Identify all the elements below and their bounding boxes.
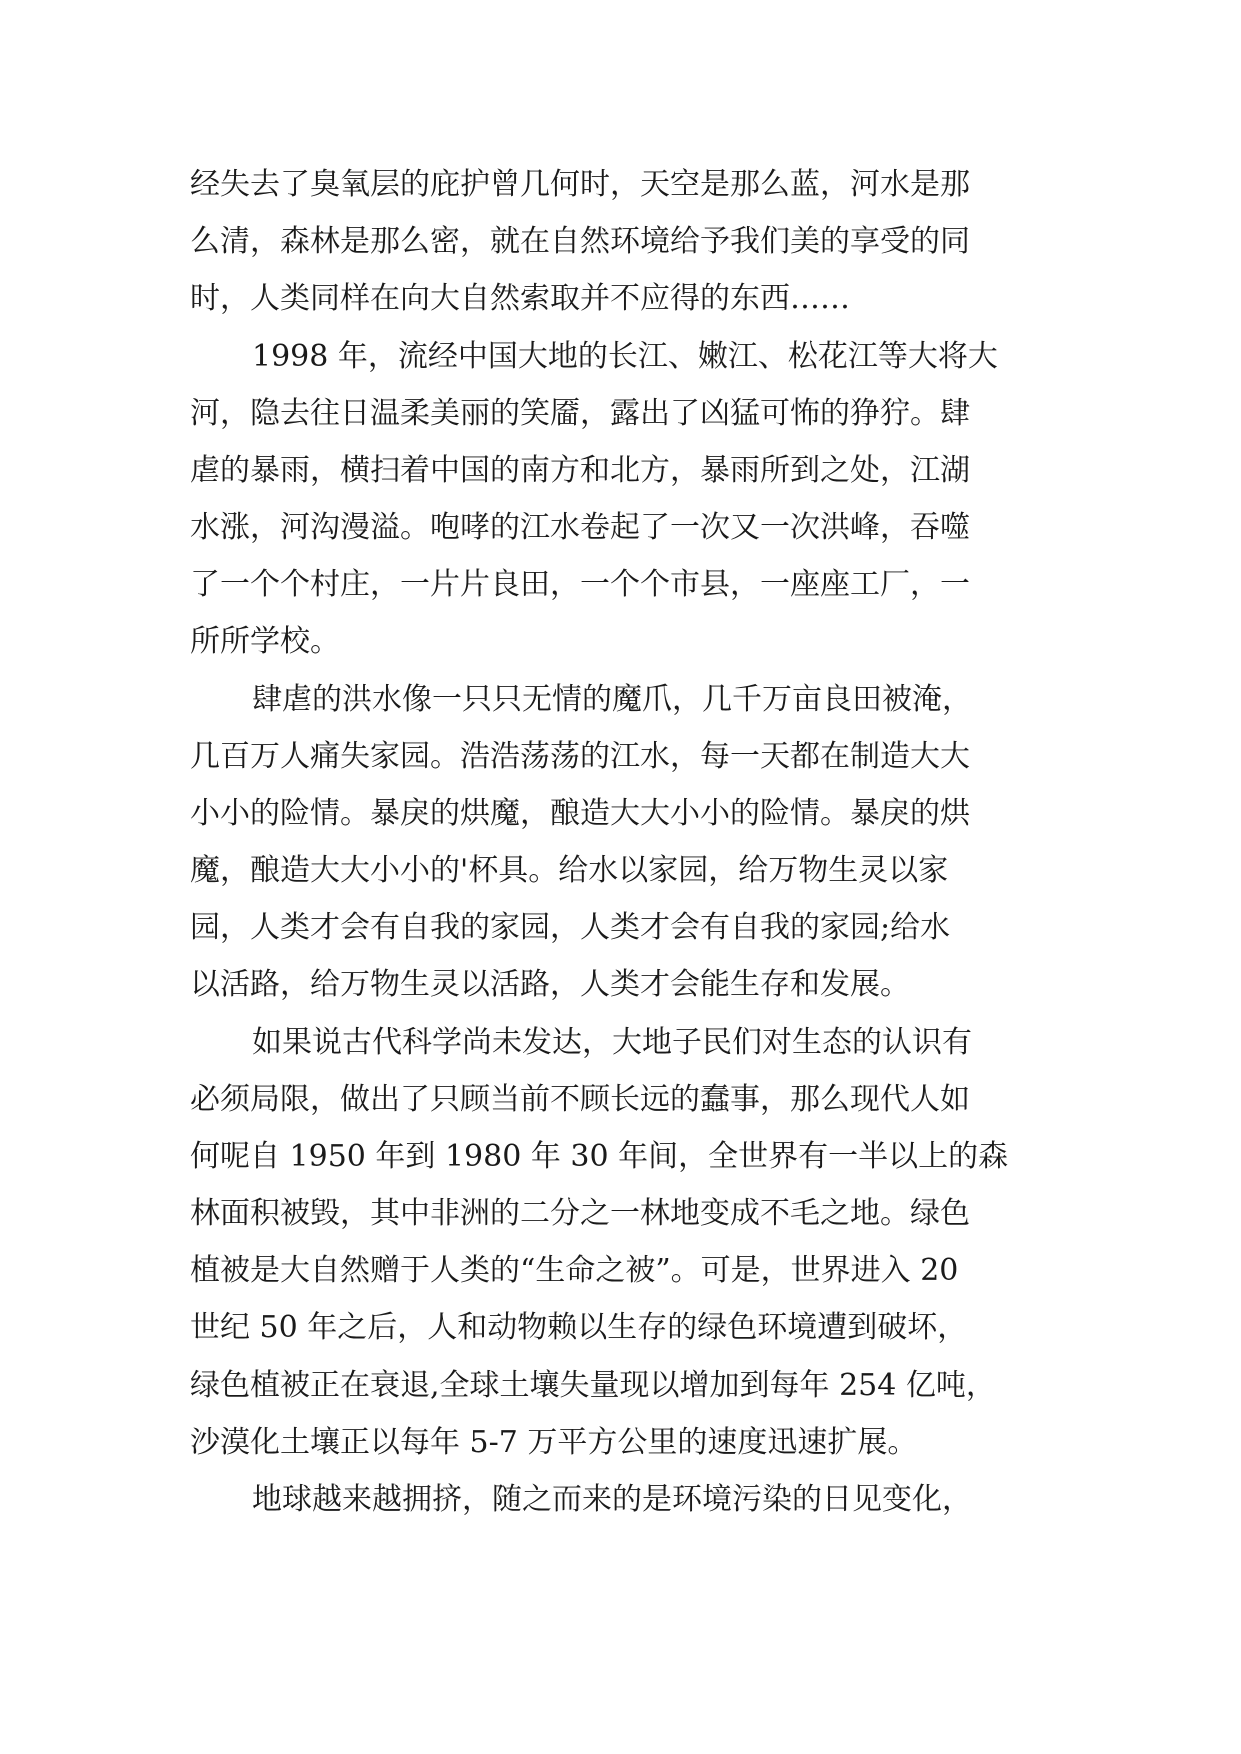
text-line: 河，隐去往日温柔美丽的笑靥，露出了凶猛可怖的狰狞。肆 [190,396,970,431]
text-line: 沙漠化土壤正以每年 5-7 万平方公里的速度迅速扩展。 [190,1425,918,1460]
text-line: 必须局限，做出了只顾当前不顾长远的蠢事，那么现代人如 [190,1082,970,1117]
text-line: 水涨，河沟漫溢。咆哮的江水卷起了一次又一次洪峰，吞噬 [190,510,970,545]
text-line: 林面积被毁，其中非洲的二分之一林地变成不毛之地。绿色 [190,1196,970,1231]
text-line: 小小的险情。暴戾的烘魔，酿造大大小小的险情。暴戾的烘 [190,796,970,831]
paragraph-first-line: 如果说古代科学尚未发达，大地子民们对生态的认识有 [252,1025,972,1060]
text-line: 经失去了臭氧层的庇护曾几何时，天空是那么蓝，河水是那 [190,167,970,202]
text-line: 世纪 50 年之后，人和动物赖以生存的绿色环境遭到破坏， [190,1310,968,1345]
text-line: 所所学校。 [190,624,340,659]
paragraph-first-line: 肆虐的洪水像一只只无情的魔爪，几千万亩良田被淹， [252,682,972,717]
text-line: 魔，酿造大大小小的'杯具。给水以家园，给万物生灵以家 [190,853,949,888]
text-line: 几百万人痛失家园。浩浩荡荡的江水，每一天都在制造大大 [190,739,970,774]
paragraph-first-line: 地球越来越拥挤，随之而来的是环境污染的日见变化， [252,1482,972,1517]
text-line: 园，人类才会有自我的家园，人类才会有自我的家园;给水 [190,910,951,945]
text-line: 何呢自 1950 年到 1980 年 30 年间，全世界有一半以上的森 [190,1139,1009,1174]
text-line: 么清，森林是那么密，就在自然环境给予我们美的享受的同 [190,224,970,259]
text-line: 以活路，给万物生灵以活路，人类才会能生存和发展。 [190,967,910,1002]
text-line: 时，人类同样在向大自然索取并不应得的东西…… [190,281,850,316]
text-line: 植被是大自然赠于人类的“生命之被”。可是，世界进入 20 [190,1253,959,1288]
text-line: 虐的暴雨，横扫着中国的南方和北方，暴雨所到之处，江湖 [190,453,970,488]
text-line: 绿色植被正在衰退,全球土壤失量现以增加到每年 254 亿吨， [190,1368,996,1403]
paragraph-first-line: 1998 年，流经中国大地的长江、嫩江、松花江等大将大 [252,339,998,374]
text-line: 了一个个村庄，一片片良田，一个个市县，一座座工厂，一 [190,567,970,602]
